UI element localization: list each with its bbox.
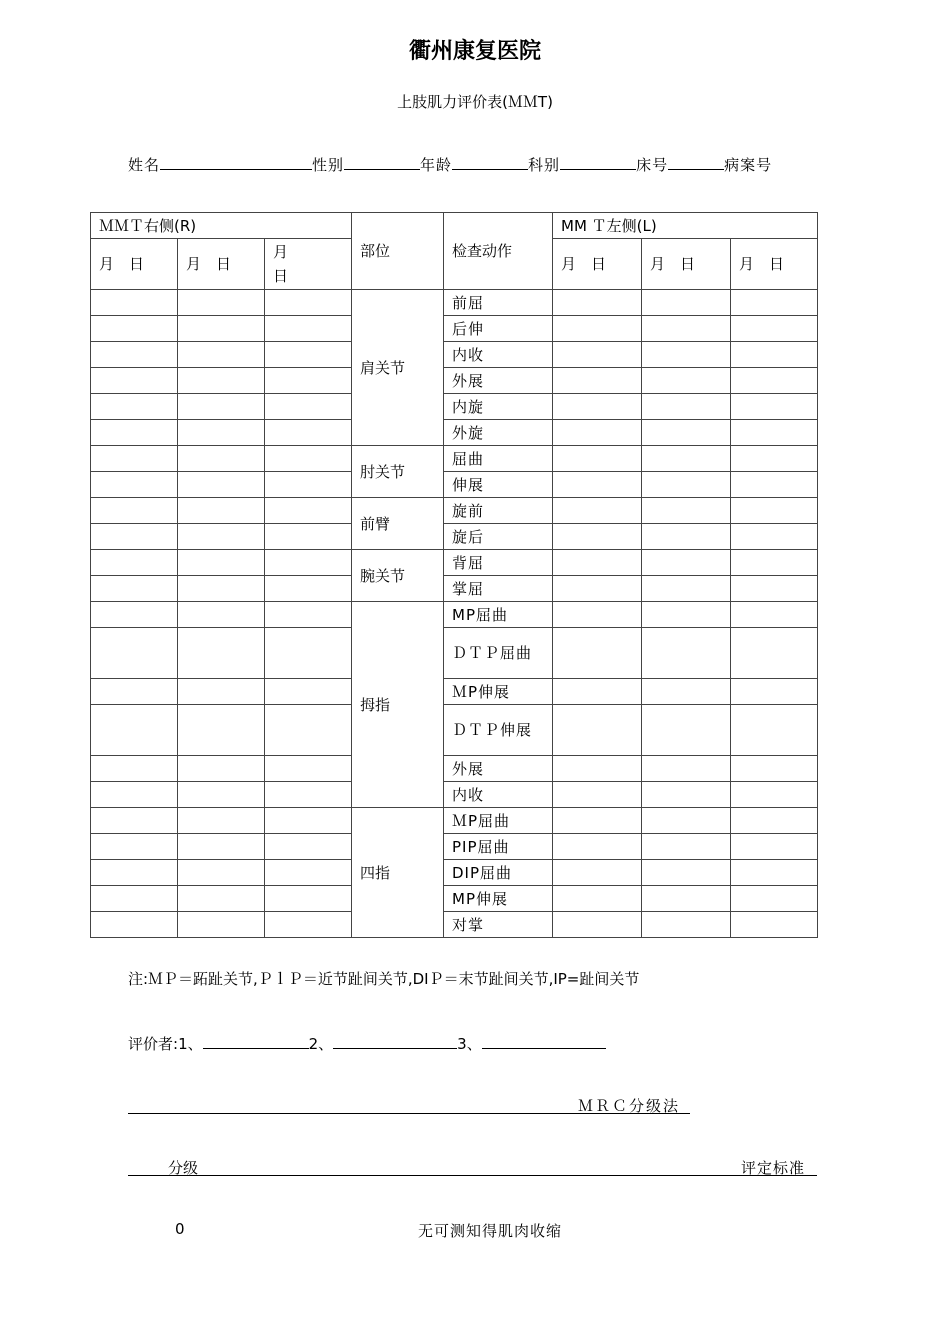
score-cell-left[interactable] (731, 912, 818, 938)
score-cell-right[interactable] (91, 808, 178, 834)
table-row (91, 834, 818, 860)
evaluator-1-field[interactable] (203, 1032, 309, 1049)
date-header-r2: 月 日 (178, 239, 265, 290)
score-cell-left[interactable] (642, 472, 731, 498)
evaluators-label: 评价者: (128, 1035, 179, 1053)
name-field[interactable] (160, 153, 312, 170)
score-cell-right[interactable] (91, 316, 178, 342)
score-cell-right[interactable] (178, 808, 265, 834)
bed-field[interactable] (668, 153, 724, 170)
score-cell-right[interactable] (91, 550, 178, 576)
score-cell-right[interactable] (91, 886, 178, 912)
score-cell-right[interactable] (91, 679, 178, 705)
score-cell-right[interactable] (265, 498, 352, 524)
score-cell-left[interactable] (553, 368, 642, 394)
score-cell-left[interactable] (731, 808, 818, 834)
score-cell-left[interactable] (731, 576, 818, 602)
score-cell-right[interactable] (91, 368, 178, 394)
score-cell-left[interactable] (642, 860, 731, 886)
score-cell-right[interactable] (91, 290, 178, 316)
date-header-r3 (265, 239, 352, 290)
score-cell-right[interactable] (178, 886, 265, 912)
score-cell-right[interactable] (178, 628, 265, 679)
evaluators-row (128, 1032, 606, 1054)
action-header: 检查动作 (444, 213, 553, 290)
score-cell-right[interactable] (91, 420, 178, 446)
score-cell-left[interactable] (642, 705, 731, 756)
table-row (91, 602, 818, 628)
date-header-l1: 月 日 (553, 239, 642, 290)
name-label: 姓名 (128, 156, 161, 174)
score-cell-right[interactable] (91, 912, 178, 938)
score-cell-right[interactable] (265, 290, 352, 316)
score-cell-left[interactable] (553, 912, 642, 938)
table-row (91, 860, 818, 886)
score-cell-right[interactable] (178, 316, 265, 342)
dept-field[interactable] (560, 153, 636, 170)
part-cell: 肘关节 (352, 446, 444, 498)
score-cell-left[interactable] (731, 342, 818, 368)
score-cell-right[interactable] (91, 705, 178, 756)
action-cell: 旋前 (444, 498, 553, 524)
score-cell-left[interactable] (642, 446, 731, 472)
score-cell-left[interactable] (553, 860, 642, 886)
score-cell-left[interactable] (642, 912, 731, 938)
score-cell-left[interactable] (642, 368, 731, 394)
score-cell-left[interactable] (731, 705, 818, 756)
score-cell-left[interactable] (642, 679, 731, 705)
grade-header: 分级 (168, 1159, 199, 1177)
score-cell-right[interactable] (178, 524, 265, 550)
action-cell: 掌屈 (444, 576, 553, 602)
table-row (91, 679, 818, 705)
score-cell-left[interactable] (731, 498, 818, 524)
score-cell-right[interactable] (265, 316, 352, 342)
action-cell: DIP屈曲 (444, 860, 553, 886)
score-cell-left[interactable] (642, 316, 731, 342)
score-cell-left[interactable] (553, 498, 642, 524)
score-cell-left[interactable] (731, 446, 818, 472)
score-cell-right[interactable] (91, 472, 178, 498)
grade-rule (128, 1175, 817, 1176)
score-cell-left[interactable] (731, 756, 818, 782)
score-cell-right[interactable] (265, 524, 352, 550)
table-row (91, 550, 818, 576)
date-month: 月 (273, 243, 289, 261)
score-cell-left[interactable] (731, 472, 818, 498)
score-cell-right[interactable] (265, 472, 352, 498)
score-cell-right[interactable] (265, 679, 352, 705)
table-row (91, 886, 818, 912)
right-side-header: ＭＭＴ右侧(R) (91, 213, 352, 239)
sex-field[interactable] (344, 153, 420, 170)
score-cell-right[interactable] (265, 808, 352, 834)
part-cell: 拇指 (352, 602, 444, 808)
score-cell-left[interactable] (731, 834, 818, 860)
score-cell-left[interactable] (553, 679, 642, 705)
table-row (91, 368, 818, 394)
dept-label: 科别 (528, 156, 561, 174)
score-cell-right[interactable] (178, 446, 265, 472)
table-row (91, 446, 818, 472)
table-row (91, 316, 818, 342)
score-cell-left[interactable] (642, 808, 731, 834)
score-cell-right[interactable] (178, 602, 265, 628)
score-cell-right[interactable] (265, 394, 352, 420)
score-cell-right[interactable] (91, 342, 178, 368)
table-row (91, 576, 818, 602)
score-cell-left[interactable] (731, 420, 818, 446)
mrc-title: ＭＲＣ分级法 (578, 1097, 681, 1115)
part-cell: 肩关节 (352, 290, 444, 446)
score-cell-right[interactable] (178, 679, 265, 705)
action-cell: 伸展 (444, 472, 553, 498)
part-cell: 腕关节 (352, 550, 444, 602)
action-cell: ＭP屈曲 (444, 808, 553, 834)
score-cell-right[interactable] (91, 394, 178, 420)
age-label: 年龄 (420, 156, 453, 174)
score-cell-left[interactable] (553, 808, 642, 834)
score-cell-left[interactable] (731, 524, 818, 550)
score-cell-left[interactable] (642, 602, 731, 628)
sex-label: 性别 (312, 156, 345, 174)
part-header: 部位 (352, 213, 444, 290)
score-cell-right[interactable] (265, 576, 352, 602)
table-row (91, 524, 818, 550)
mmt-table (90, 212, 818, 938)
abbreviation-note: 注:ＭＰ＝跖趾关节,ＰｌＰ＝近节趾间关节,DIＰ＝末节趾间关节,IP=趾间关节 (128, 970, 640, 988)
score-cell-right[interactable] (91, 782, 178, 808)
score-cell-left[interactable] (553, 628, 642, 679)
action-cell: 对掌 (444, 912, 553, 938)
score-cell-right[interactable] (91, 446, 178, 472)
evaluator-1-label: 1、 (178, 1035, 203, 1053)
table-row (91, 705, 818, 756)
date-day: 日 (273, 267, 289, 285)
score-cell-left[interactable] (731, 290, 818, 316)
table-row (91, 472, 818, 498)
action-cell: ＤＴＰ伸展 (444, 705, 553, 756)
score-cell-right[interactable] (91, 498, 178, 524)
table-row (91, 756, 818, 782)
record-label: 病案号 (724, 156, 773, 174)
table-row (91, 628, 818, 679)
patient-info-row (128, 153, 772, 175)
score-cell-right[interactable] (265, 912, 352, 938)
score-cell-left[interactable] (553, 342, 642, 368)
score-cell-right[interactable] (265, 756, 352, 782)
score-cell-right[interactable] (265, 446, 352, 472)
score-cell-left[interactable] (553, 472, 642, 498)
table-row (91, 290, 818, 316)
score-cell-left[interactable] (642, 290, 731, 316)
score-cell-left[interactable] (642, 886, 731, 912)
score-cell-right[interactable] (178, 756, 265, 782)
score-cell-left[interactable] (731, 860, 818, 886)
score-cell-left[interactable] (731, 602, 818, 628)
score-cell-left[interactable] (731, 394, 818, 420)
table-row (91, 782, 818, 808)
evaluator-2-label: 2、 (308, 1035, 334, 1053)
action-cell: MP伸展 (444, 886, 553, 912)
table-row (91, 420, 818, 446)
table-row (91, 342, 818, 368)
score-cell-right[interactable] (91, 860, 178, 886)
evaluator-2-field[interactable] (333, 1032, 457, 1049)
score-cell-left[interactable] (731, 886, 818, 912)
score-cell-right[interactable] (265, 602, 352, 628)
score-cell-right[interactable] (178, 290, 265, 316)
action-cell: MP屈曲 (444, 602, 553, 628)
score-cell-right[interactable] (265, 342, 352, 368)
score-cell-left[interactable] (553, 316, 642, 342)
evaluator-3-label: 3、 (457, 1035, 482, 1053)
score-cell-right[interactable] (91, 602, 178, 628)
score-cell-right[interactable] (265, 705, 352, 756)
action-cell: 外展 (444, 756, 553, 782)
score-cell-left[interactable] (553, 886, 642, 912)
score-cell-left[interactable] (553, 834, 642, 860)
action-cell: 后伸 (444, 316, 553, 342)
score-cell-right[interactable] (178, 472, 265, 498)
score-cell-left[interactable] (731, 628, 818, 679)
score-cell-left[interactable] (642, 782, 731, 808)
score-cell-left[interactable] (731, 782, 818, 808)
evaluator-3-field[interactable] (482, 1032, 606, 1049)
part-cell: 前臂 (352, 498, 444, 550)
action-cell: 外展 (444, 368, 553, 394)
score-cell-left[interactable] (731, 316, 818, 342)
score-cell-left[interactable] (642, 394, 731, 420)
score-cell-left[interactable] (642, 834, 731, 860)
score-cell-right[interactable] (178, 394, 265, 420)
grade-description: 无可测知得肌肉收缩 (418, 1222, 563, 1240)
hospital-name: 衢州康复医院 (408, 39, 541, 64)
table-header-row (91, 213, 818, 239)
score-cell-left[interactable] (642, 342, 731, 368)
bed-label: 床号 (636, 156, 669, 174)
score-cell-right[interactable] (178, 368, 265, 394)
action-cell: ＭP伸展 (444, 679, 553, 705)
score-cell-right[interactable] (178, 912, 265, 938)
standard-header: 评定标准 (741, 1159, 806, 1177)
score-cell-right[interactable] (91, 524, 178, 550)
score-cell-left[interactable] (553, 446, 642, 472)
score-cell-left[interactable] (642, 550, 731, 576)
score-cell-right[interactable] (265, 368, 352, 394)
action-cell: 屈曲 (444, 446, 553, 472)
score-cell-left[interactable] (553, 290, 642, 316)
table-row (91, 394, 818, 420)
table-row (91, 912, 818, 938)
action-cell: 背屈 (444, 550, 553, 576)
table-row (91, 808, 818, 834)
score-cell-right[interactable] (265, 834, 352, 860)
score-cell-left[interactable] (553, 524, 642, 550)
score-cell-right[interactable] (178, 420, 265, 446)
action-cell: 外旋 (444, 420, 553, 446)
score-cell-left[interactable] (553, 756, 642, 782)
score-cell-right[interactable] (178, 834, 265, 860)
date-header-r1: 月 日 (91, 239, 178, 290)
score-cell-left[interactable] (642, 524, 731, 550)
score-cell-right[interactable] (178, 576, 265, 602)
score-cell-left[interactable] (553, 576, 642, 602)
score-cell-left[interactable] (553, 602, 642, 628)
score-cell-left[interactable] (553, 420, 642, 446)
score-cell-right[interactable] (178, 550, 265, 576)
score-cell-right[interactable] (178, 860, 265, 886)
score-cell-right[interactable] (91, 628, 178, 679)
score-cell-left[interactable] (731, 679, 818, 705)
score-cell-right[interactable] (265, 628, 352, 679)
part-cell: 四指 (352, 808, 444, 938)
score-cell-right[interactable] (178, 342, 265, 368)
score-cell-right[interactable] (265, 886, 352, 912)
date-header-l2: 月 日 (642, 239, 731, 290)
action-cell: ＤＴＰ屈曲 (444, 628, 553, 679)
score-cell-left[interactable] (553, 782, 642, 808)
score-cell-right[interactable] (91, 756, 178, 782)
score-cell-left[interactable] (731, 550, 818, 576)
score-cell-left[interactable] (553, 394, 642, 420)
grade-value: 0 (175, 1220, 185, 1238)
score-cell-right[interactable] (265, 420, 352, 446)
score-cell-right[interactable] (91, 834, 178, 860)
action-cell: 前屈 (444, 290, 553, 316)
score-cell-left[interactable] (642, 420, 731, 446)
score-cell-right[interactable] (178, 705, 265, 756)
date-header-l3: 月 日 (731, 239, 818, 290)
score-cell-right[interactable] (178, 782, 265, 808)
score-cell-left[interactable] (553, 550, 642, 576)
score-cell-left[interactable] (642, 576, 731, 602)
score-cell-left[interactable] (553, 705, 642, 756)
score-cell-left[interactable] (731, 368, 818, 394)
form-title: 上肢肌力评价表(ＭＭT) (397, 93, 553, 111)
score-cell-right[interactable] (265, 550, 352, 576)
score-cell-right[interactable] (91, 576, 178, 602)
score-cell-right[interactable] (178, 498, 265, 524)
score-cell-left[interactable] (642, 498, 731, 524)
action-cell: 旋后 (444, 524, 553, 550)
action-cell: 内收 (444, 782, 553, 808)
score-cell-left[interactable] (642, 756, 731, 782)
score-cell-right[interactable] (265, 860, 352, 886)
action-cell: 内收 (444, 342, 553, 368)
left-side-header: MM Ｔ左侧(L) (553, 213, 818, 239)
age-field[interactable] (452, 153, 528, 170)
score-cell-left[interactable] (642, 628, 731, 679)
action-cell: 内旋 (444, 394, 553, 420)
table-row (91, 498, 818, 524)
score-cell-right[interactable] (265, 782, 352, 808)
action-cell: PIP屈曲 (444, 834, 553, 860)
